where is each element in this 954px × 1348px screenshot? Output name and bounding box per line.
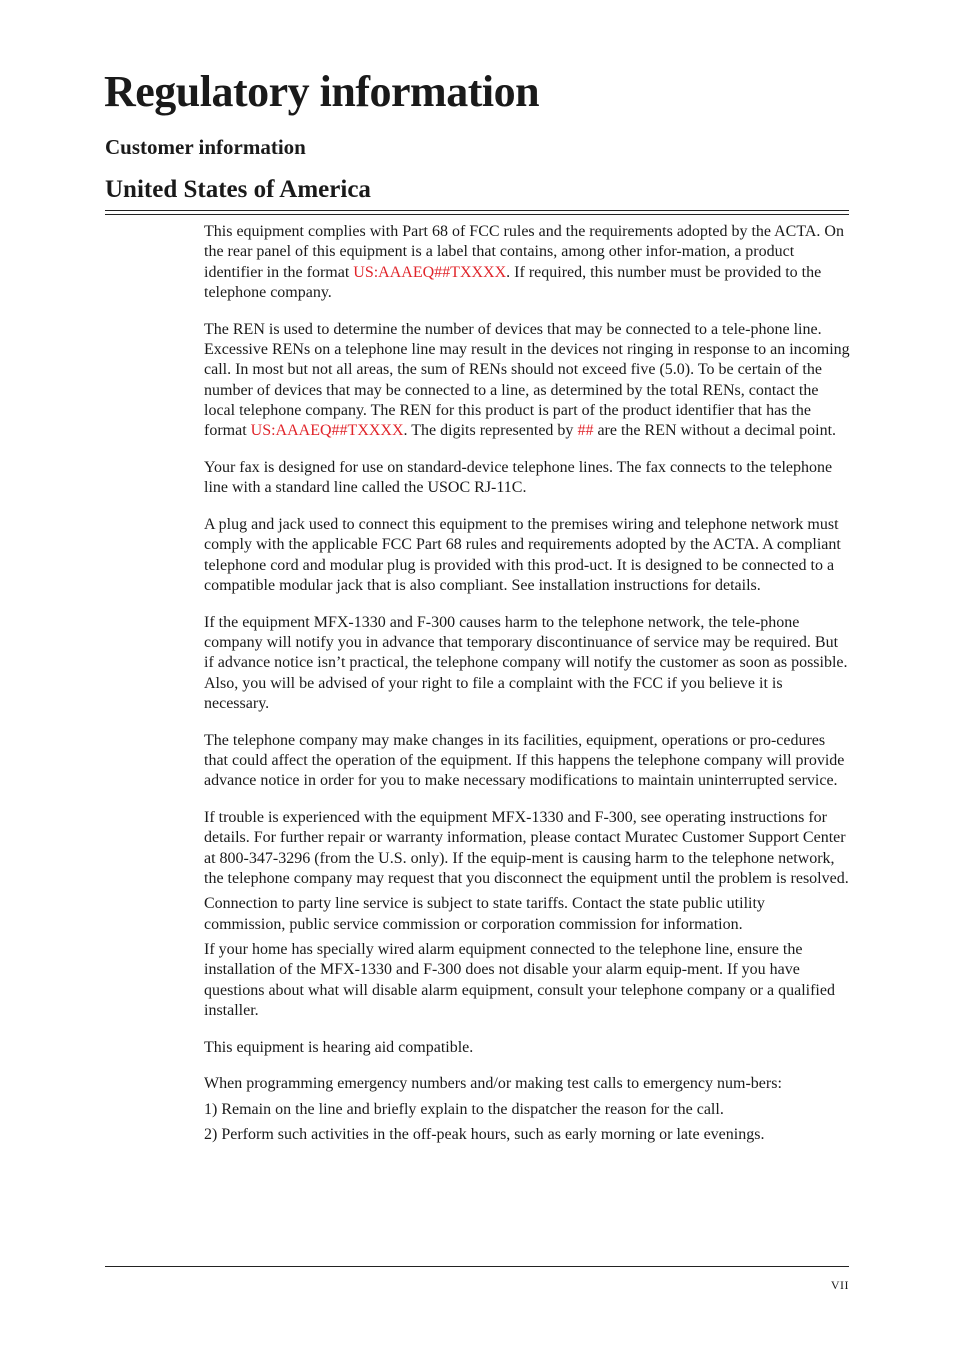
paragraph-emergency-numbers: When programming emergency numbers and/or making test calls to emergency num-bers: (204, 1075, 782, 1093)
paragraph-network-harm: If the equipment MFX-1330 and F-300 causes harm to the telephone network, the tele-phone company will notify you in advance that temporary discontinuance of service may be required. But if advance notice isn’t practical, the telephone company will notify the customer as soon as possible. Also, you will be advised of your right to file a complaint with the FCC if you believe it is necessary. (204, 613, 848, 712)
ren-digits: ## (577, 422, 594, 440)
paragraph-party-line: Connection to party line service is subject to state tariffs. Contact the state public utility commission, public service commission or corporation commission for information. (204, 895, 765, 933)
paragraph-alarm-equipment: If your home has specially wired alarm equipment connected to the telephone line, ensure the installation of the MFX-1330 and F-300 does not disable your alarm equip-ment. If you have questions about what will disable alarm equipment, consult your telephone company or a qualified installer. (204, 940, 835, 1019)
list-item: 1) Remain on the line and briefly explain to the dispatcher the reason for the call. (204, 1100, 724, 1118)
page-number: VII (830, 1278, 849, 1292)
customer-information-heading: Customer information (105, 135, 306, 159)
paragraph-fcc-compliance (204, 222, 850, 303)
list-item: 2) Perform such activities in the off-peak hours, such as early morning or late evenings. (204, 1125, 765, 1143)
product-identifier-format: US:AAAEQ##TXXXX (353, 263, 507, 281)
paragraph-line-type: Your fax is designed for use on standard-device telephone lines. The fax connects to the telephone line with a standard line called the USOC RJ-11C. (204, 458, 833, 497)
product-identifier-format: US:AAAEQ##TXXXX (250, 422, 404, 440)
paragraph-text: . The digits represented by (403, 422, 578, 440)
paragraph-plug-jack: A plug and jack used to connect this equipment to the premises wiring and telephone network must comply with the applicable FCC Part 68 rules and requirements adopted by the ACTA. A compliant telephone cord and modular plug is provided with this prod-uct. It is designed to be connected to a compatible modular jack that is also compliant. See installation instructions for details. (204, 516, 841, 594)
paragraph-text: are the REN without a decimal point. (593, 422, 837, 440)
regulatory-body-text (204, 222, 850, 1145)
section-divider (105, 210, 849, 215)
footer-divider (105, 1266, 849, 1267)
paragraph-text: . If required, this number must be provided to the telephone company. (204, 263, 822, 301)
paragraph-company-changes: The telephone company may make changes in its facilities, equipment, operations or pro-cedures that could affect the operation of the equipment. If this happens the telephone company will provide advance notice in order for you to make necessary modifications to maintain uninterrupted service. (204, 731, 845, 790)
paragraph-ren (204, 320, 850, 442)
section-heading-usa: United States of America (105, 176, 371, 203)
paragraph-text: This equipment complies with Part 68 of FCC rules and the requirements adopted by the ACTA. On the rear panel of this equipment is a label that contains, among other infor-mation, a product identifier in the format (204, 223, 844, 281)
paragraph-text: The REN is used to determine the number of devices that may be connected to a tele-phone line. Excessive RENs on a telephone line may result in the devices not ringing in response to an incoming call. In most but not all areas, the sum of RENs should not exceed five (5.0). To be certain of the number of devices that may be connected to a line, as determined by the total RENs, contact the local telephone company. The REN for this product is part of the product identifier that has the format (204, 320, 850, 440)
paragraph-trouble: If trouble is experienced with the equipment MFX-1330 and F-300, see operating instructions for details. For further repair or warranty information, please contact Muratec Customer Support Center at 800-347-3296 (from the U.S. only). If the equip-ment is causing harm to the telephone network, the telephone company may request that you disconnect the equipment until the problem is resolved. (204, 809, 849, 888)
page-title: Regulatory information (104, 67, 540, 116)
paragraph-hearing-aid: This equipment is hearing aid compatible. (204, 1038, 474, 1056)
